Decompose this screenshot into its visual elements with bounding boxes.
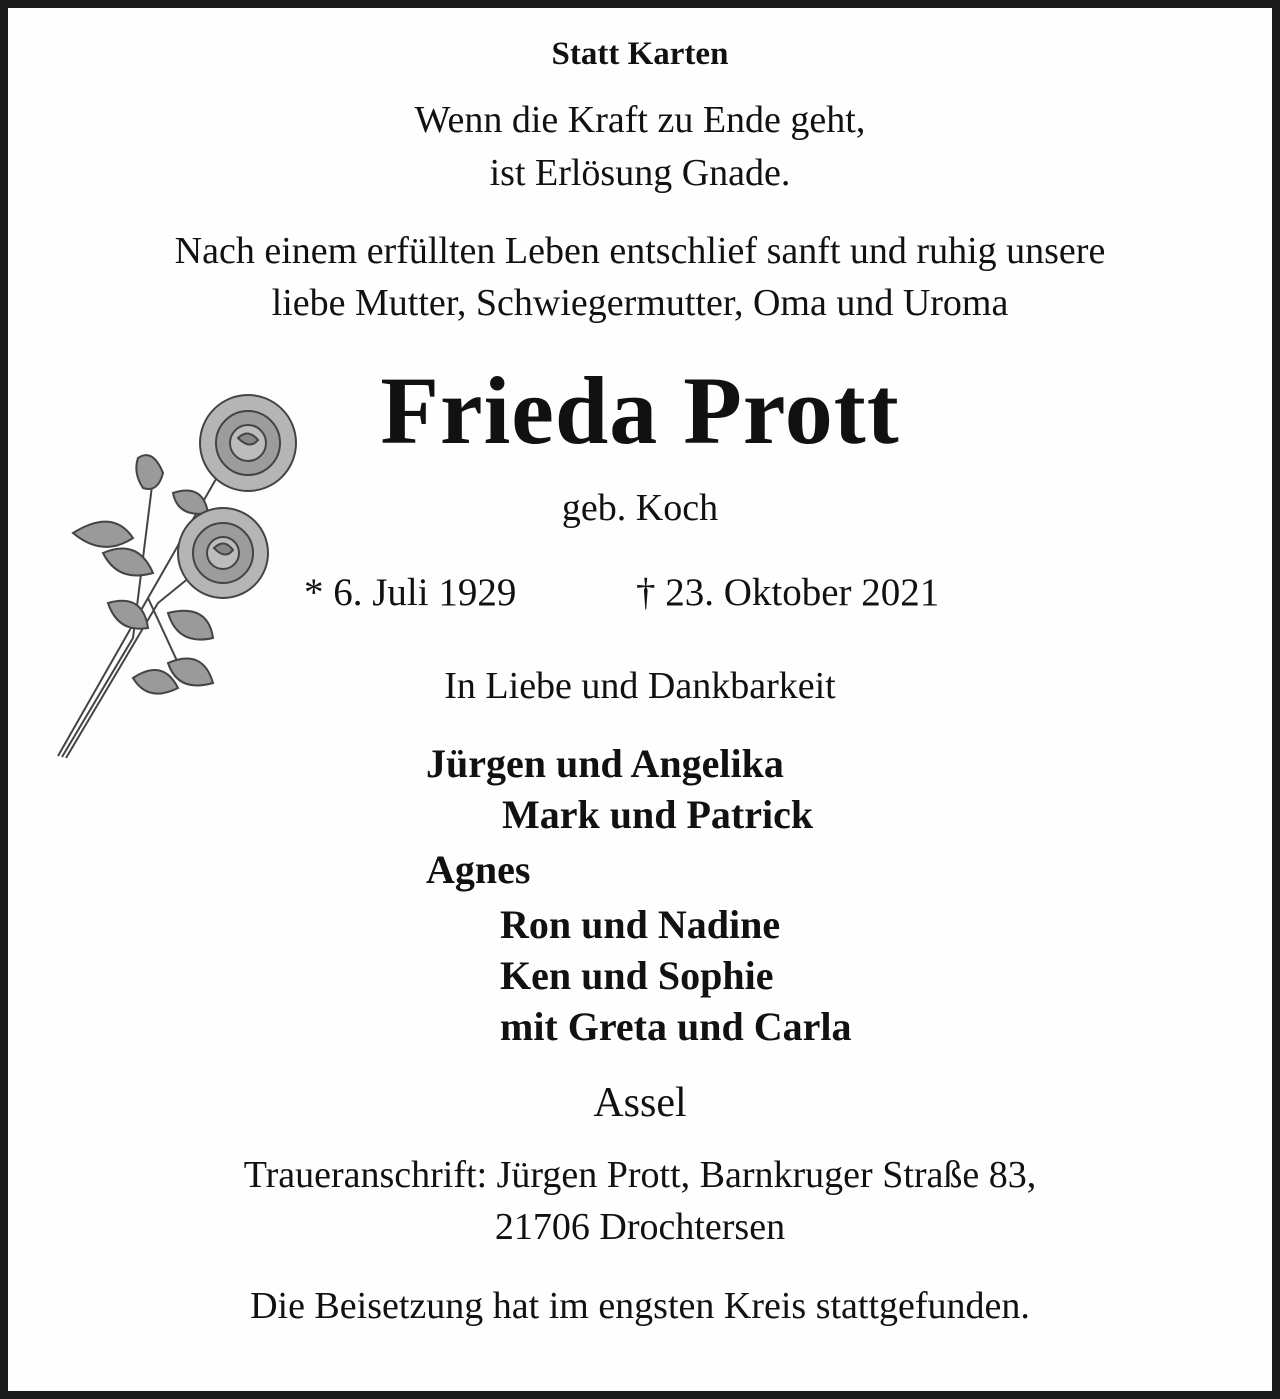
quote-line-2: ist Erlösung Gnade. <box>489 152 791 194</box>
intro-line-2: liebe Mutter, Schwiegermutter, Oma und Uroma <box>271 282 1009 324</box>
family-member: Agnes <box>426 847 531 892</box>
quote <box>8 94 1272 200</box>
intro-text <box>8 225 1272 329</box>
family-member: Ron und Nadine <box>500 902 781 947</box>
address-line-1: Traueranschrift: Jürgen Prott, Barnkruger Straße 83, <box>243 1154 1037 1196</box>
place-name: Assel <box>593 1080 687 1126</box>
family-member: mit Greta und Carla <box>500 1004 852 1049</box>
family-member: Ken und Sophie <box>500 953 774 998</box>
birth-date: * 6. Juli 1929 <box>304 571 517 614</box>
thanks-line: In Liebe und Dankbarkeit <box>444 665 836 707</box>
address-line-2: 21706 Drochtersen <box>494 1206 786 1248</box>
maiden-name: geb. Koch <box>561 487 719 529</box>
header-statt-karten: Statt Karten <box>551 36 729 72</box>
deceased-name: Frieda Prott <box>380 357 900 464</box>
family-member: Mark und Patrick <box>502 792 814 837</box>
intro-line-1: Nach einem erfüllten Leben entschlief sanft und ruhig unsere <box>174 230 1106 272</box>
burial-note: Die Beisetzung hat im engsten Kreis stattgefunden. <box>250 1285 1030 1327</box>
family-member: Jürgen und Angelika <box>426 741 784 786</box>
death-date: † 23. Oktober 2021 <box>636 571 940 614</box>
quote-line-1: Wenn die Kraft zu Ende geht, <box>414 99 866 141</box>
mourning-address <box>8 1149 1272 1253</box>
